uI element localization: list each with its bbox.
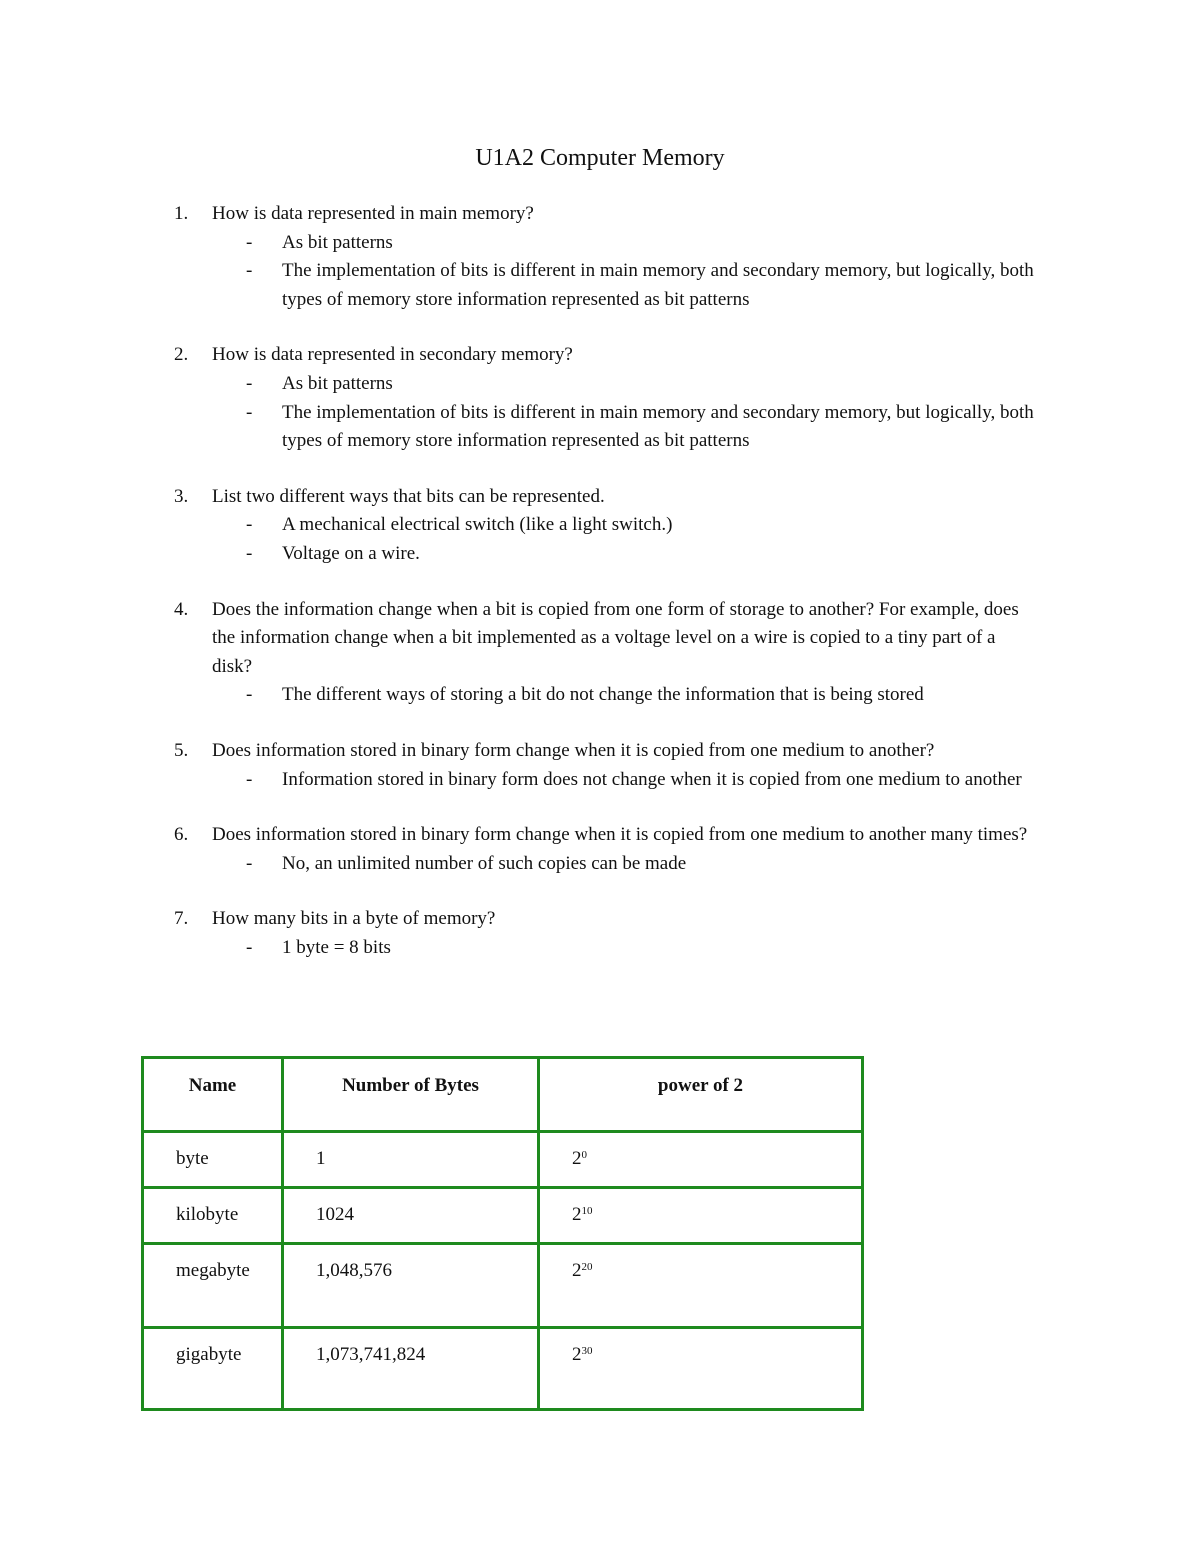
question-number: 3. [174, 485, 189, 507]
question-item [0, 341, 1200, 455]
question-text: List two different ways that bits can be represented. [212, 485, 605, 507]
answer-item [0, 511, 1200, 540]
answer-text: 1 byte = 8 bits [282, 936, 391, 958]
answer-item [0, 766, 1200, 795]
answer-item [0, 399, 1200, 456]
answer-bullet: - [246, 768, 253, 790]
table-body [143, 1132, 863, 1410]
answer-item [0, 850, 1200, 879]
header-name: Name [143, 1058, 283, 1132]
question-text: Does information stored in binary form change when it is copied from one medium to another many times? [212, 824, 1028, 846]
question-item [0, 483, 1200, 569]
header-number-of-bytes: Number of Bytes [283, 1058, 539, 1132]
cell-number-of-bytes: 1024 [283, 1188, 539, 1244]
power-base: 2 [572, 1148, 582, 1169]
question-text: How is data represented in main memory? [212, 203, 534, 224]
answer-bullet: - [246, 260, 253, 282]
answer-bullet: - [246, 936, 253, 958]
answer-text: A mechanical electrical switch (like a light switch.) [282, 514, 673, 536]
page-title: U1A2 Computer Memory [475, 145, 725, 171]
cell-number-of-bytes: 1,073,741,824 [283, 1328, 539, 1410]
question-number: 2. [174, 344, 189, 366]
question-text: Does the information change when a bit is copied from one form of storage to another? For example, does the information change when a bit implemented as a voltage level on a wire is copied to a tiny part of a disk? [212, 598, 1019, 677]
answer-bullet: - [246, 231, 253, 253]
answer-item [0, 681, 1200, 710]
cell-name: byte [143, 1132, 283, 1188]
question-number: 6. [174, 824, 189, 846]
question-item [0, 821, 1200, 878]
memory-units-table [141, 1056, 864, 1411]
power-exponent: 0 [581, 1149, 587, 1161]
answer-item [0, 370, 1200, 399]
answer-text: The different ways of storing a bit do not change the information that is being stored [282, 684, 924, 706]
answer-item [0, 229, 1200, 258]
answer-bullet: - [246, 542, 253, 564]
question-number: 5. [174, 739, 189, 761]
answer-text: The implementation of bits is different in main memory and secondary memory, but logically, both types of memory store information represented as bit patterns [282, 260, 1034, 310]
table-row [143, 1244, 863, 1328]
cell-power-of-2 [539, 1244, 863, 1328]
cell-power-of-2 [539, 1188, 863, 1244]
question-item [0, 905, 1200, 962]
answer-bullet: - [246, 852, 253, 874]
table-row [143, 1328, 863, 1410]
answer-text: The implementation of bits is different in main memory and secondary memory, but logically, both types of memory store information represented as bit patterns [282, 401, 1034, 452]
answer-item [0, 257, 1200, 314]
power-base: 2 [572, 1344, 582, 1365]
cell-name: gigabyte [143, 1328, 283, 1410]
power-exponent: 10 [581, 1205, 593, 1217]
question-item [0, 200, 1200, 314]
answer-bullet: - [246, 684, 253, 706]
power-exponent: 20 [581, 1261, 593, 1273]
power-base: 2 [572, 1260, 582, 1281]
question-text: How is data represented in secondary memory? [212, 344, 573, 366]
cell-number-of-bytes: 1,048,576 [283, 1244, 539, 1328]
answer-text: Voltage on a wire. [282, 542, 420, 564]
cell-name: kilobyte [143, 1188, 283, 1244]
power-base: 2 [572, 1204, 582, 1225]
question-text: Does information stored in binary form change when it is copied from one medium to another? [212, 739, 935, 761]
power-exponent: 30 [581, 1345, 593, 1357]
question-number: 7. [174, 908, 189, 930]
cell-name: megabyte [143, 1244, 283, 1328]
table-row [143, 1188, 863, 1244]
answer-text: As bit patterns [282, 231, 393, 253]
answer-item [0, 934, 1200, 963]
cell-number-of-bytes: 1 [283, 1132, 539, 1188]
answer-text: Information stored in binary form does not change when it is copied from one medium to another [282, 768, 1022, 790]
header-power-of-2: power of 2 [539, 1058, 863, 1132]
answer-bullet: - [246, 401, 253, 423]
table-row [143, 1132, 863, 1188]
question-number: 1. [174, 203, 189, 224]
cell-power-of-2 [539, 1132, 863, 1188]
cell-power-of-2 [539, 1328, 863, 1410]
question-text: How many bits in a byte of memory? [212, 908, 496, 930]
question-item [0, 596, 1200, 710]
question-list [0, 200, 1200, 989]
table-header-row [143, 1058, 863, 1132]
answer-item [0, 540, 1200, 569]
answer-text: No, an unlimited number of such copies can be made [282, 852, 687, 874]
question-number: 4. [174, 598, 189, 620]
answer-text: As bit patterns [282, 372, 393, 394]
answer-bullet: - [246, 514, 253, 536]
question-item [0, 737, 1200, 794]
answer-bullet: - [246, 372, 253, 394]
